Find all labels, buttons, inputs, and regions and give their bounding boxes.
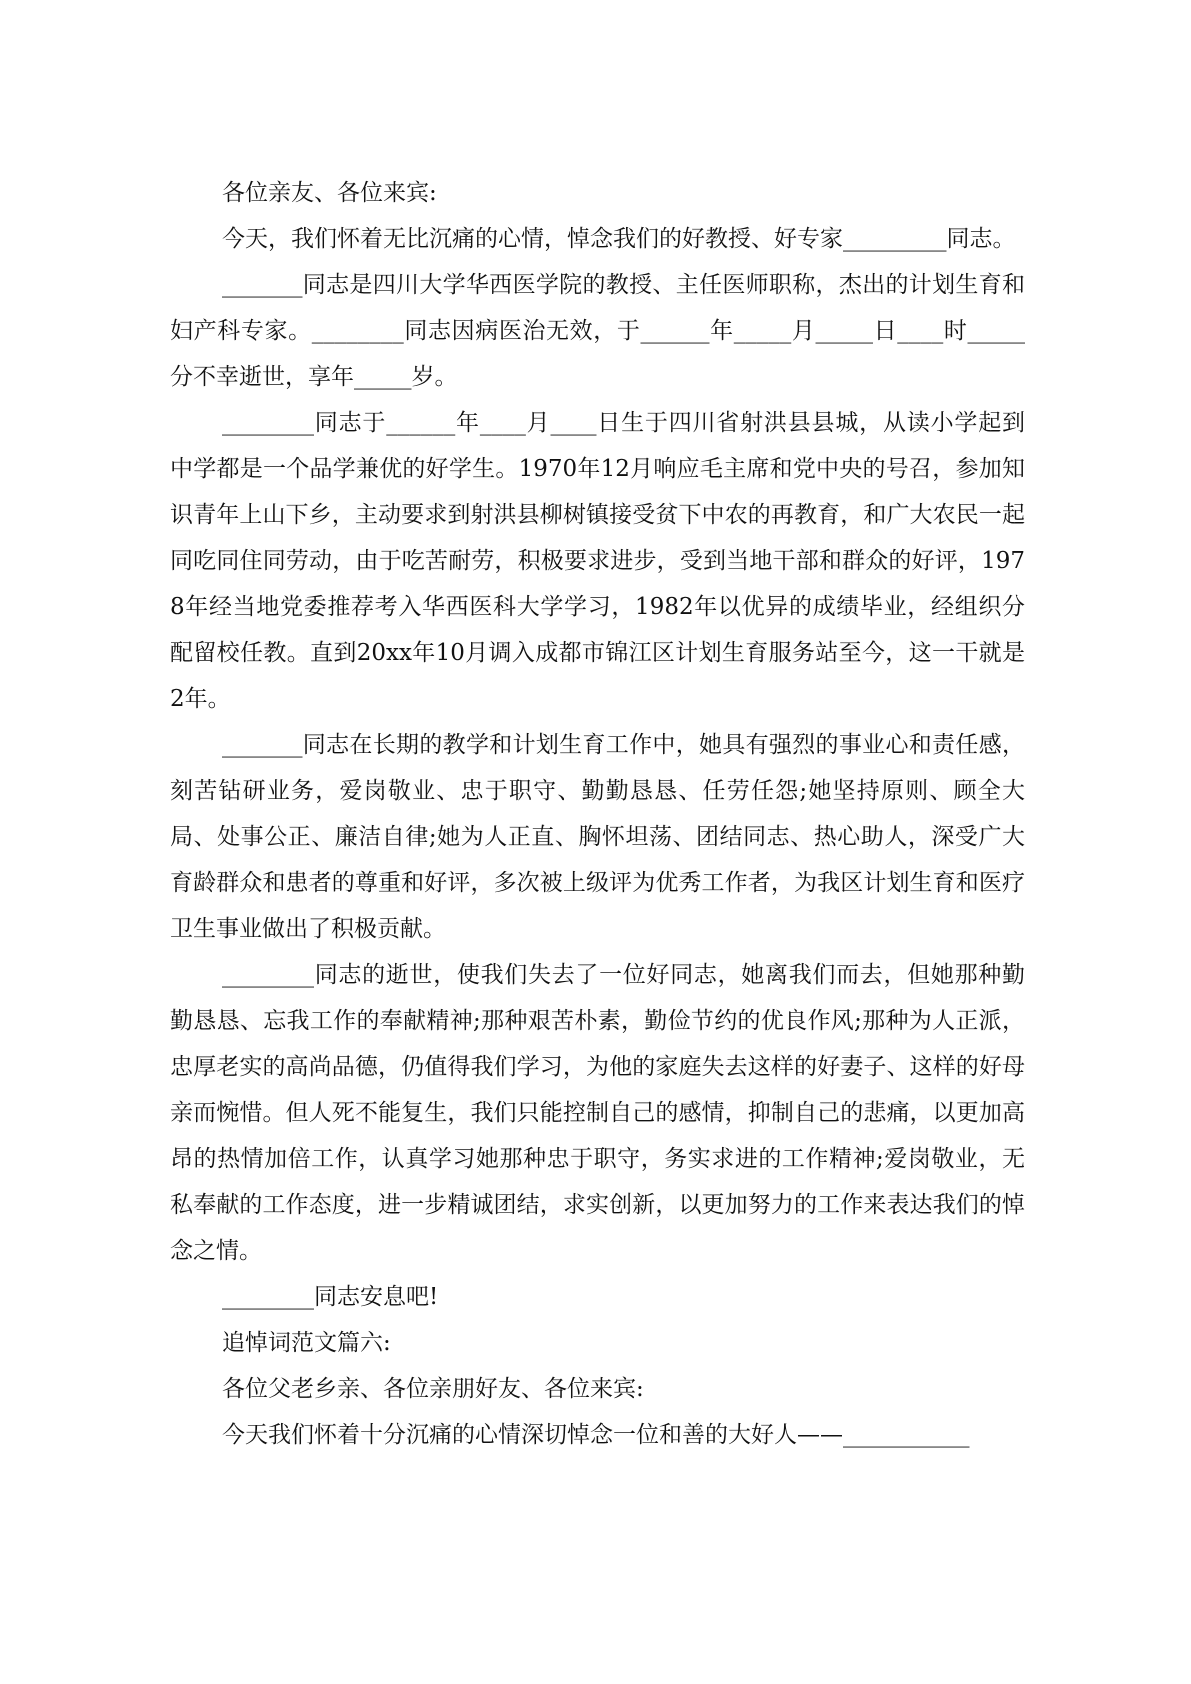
section-heading: 追悼词范文篇六:	[222, 1330, 391, 1356]
salutation-second: 各位父老乡亲、各位亲朋好友、各位来宾:	[222, 1376, 644, 1402]
document-body	[170, 170, 1025, 1458]
opening-paragraph-second: 今天我们怀着十分沉痛的心情深切悼念一位和善的大好人——___________	[222, 1422, 970, 1448]
salutation: 各位亲友、各位来宾:	[222, 180, 437, 206]
introduction-paragraph: _______同志是四川大学华西医学院的教授、主任医师职称，杰出的计划生育和妇产科专家。________同志因病医治无效，于______年_____月_____日____时_____分不幸逝世，享年_____岁。	[170, 272, 1025, 390]
biography-paragraph: ________同志于______年____月____日生于四川省射洪县县城，从读小学起到中学都是一个品学兼优的好学生。1970年12月响应毛主席和党中央的号召，参加知识青年上山下乡，主动要求到射洪县柳树镇接受贫下中农的再教育，和广大农民一起同吃同住同劳动，由于吃苦耐劳，积极要求进步，受到当地干部和群众的好评，1978年经当地党委推荐考入华西医科大学学习，1982年以优异的成绩毕业，经组织分配留校任教。直到20xx年10月调入成都市锦江区计划生育服务站至今，这一干就是2年。	[170, 410, 1025, 712]
farewell-line: ________同志安息吧!	[222, 1284, 439, 1310]
opening-paragraph: 今天，我们怀着无比沉痛的心情，悼念我们的好教授、好专家_________同志。	[222, 226, 1016, 252]
tribute-paragraph: ________同志的逝世，使我们失去了一位好同志，她离我们而去，但她那种勤勤恳恳、忘我工作的奉献精神;那种艰苦朴素，勤俭节约的优良作风;那种为人正派，忠厚老实的高尚品德，仍值得我们学习，为他的家庭失去这样的好妻子、这样的好母亲而惋惜。但人死不能复生，我们只能控制自己的感情，抑制自己的悲痛，以更加高昂的热情加倍工作，认真学习她那种忠于职守，务实求进的工作精神;爱岗敬业，无私奉献的工作态度，进一步精诚团结，求实创新，以更加努力的工作来表达我们的悼念之情。	[170, 962, 1025, 1264]
career-paragraph: _______同志在长期的教学和计划生育工作中，她具有强烈的事业心和责任感，刻苦钻研业务，爱岗敬业、忠于职守、勤勤恳恳、任劳任怨;她坚持原则、顾全大局、处事公正、廉洁自律;她为人正直、胸怀坦荡、团结同志、热心助人，深受广大育龄群众和患者的尊重和好评，多次被上级评为优秀工作者，为我区计划生育和医疗卫生事业做出了积极贡献。	[170, 732, 1025, 942]
